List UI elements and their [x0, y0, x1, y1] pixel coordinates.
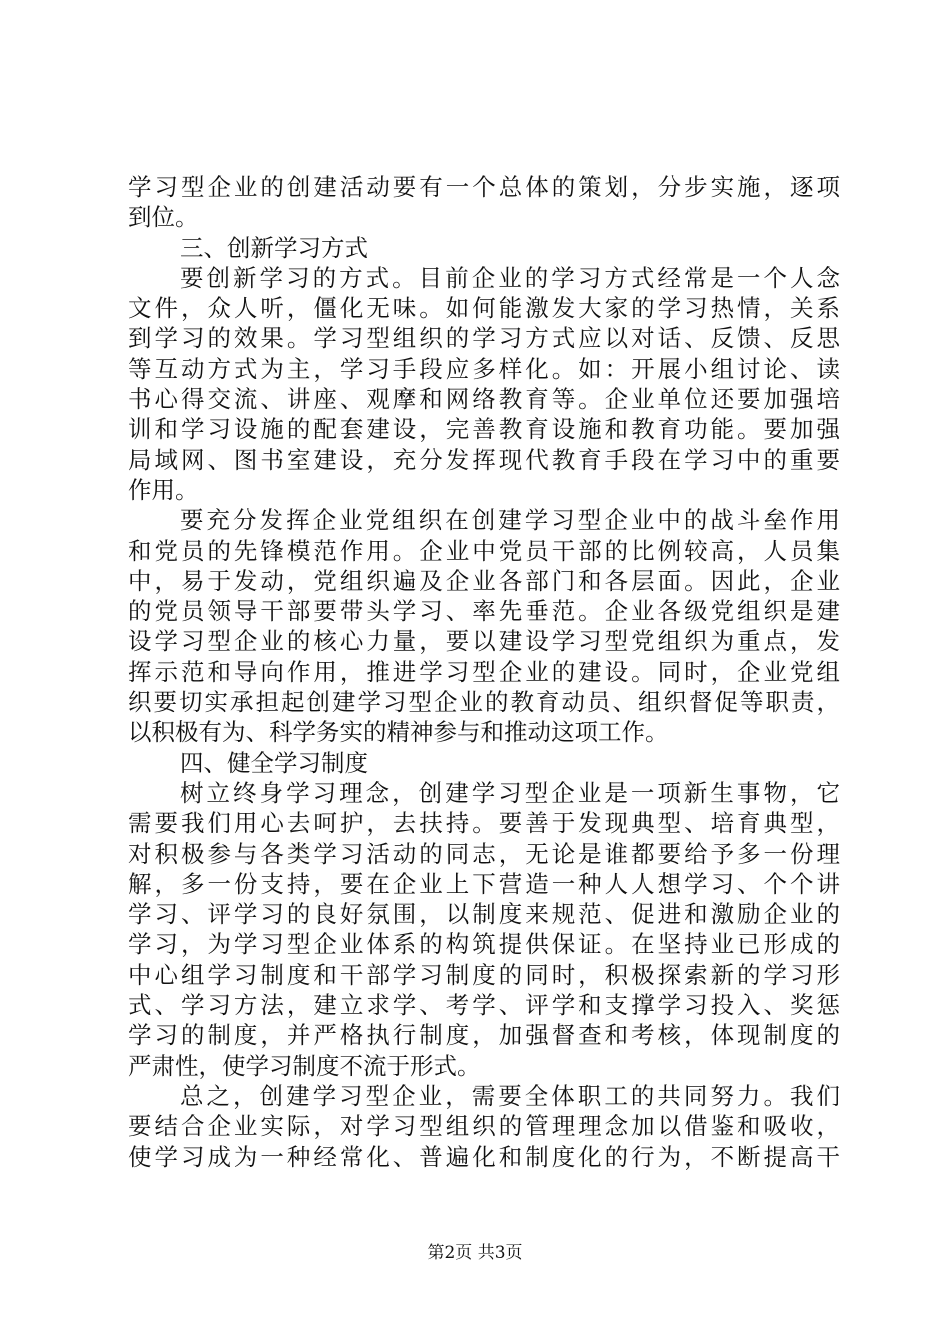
text-line: 书心得交流、讲座、观摩和网络教育等。企业单位还要加强培: [128, 385, 840, 414]
text-line: 严肃性，使学习制度不流于形式。: [128, 1051, 481, 1080]
text-line: 学习、评学习的良好氛围，以制度来规范、促进和激励企业的: [128, 900, 840, 929]
text-line: 三、创新学习方式: [180, 233, 368, 262]
text-line: 树立终身学习理念，创建学习型企业是一项新生事物，它: [180, 778, 840, 807]
text-line: 要创新学习的方式。目前企业的学习方式经常是一个人念: [180, 263, 840, 292]
text-line: 到学习的效果。学习型组织的学习方式应以对话、反馈、反思: [128, 324, 840, 353]
page-footer: 第2页 共3页: [427, 1243, 523, 1263]
text-line: 式、学习方法，建立求学、考学、评学和支撑学习投入、奖惩: [128, 991, 840, 1020]
text-line: 织要切实承担起创建学习型企业的教育动员、组织督促等职责，: [128, 688, 840, 717]
text-line: 文件，众人听，僵化无味。如何能激发大家的学习热情，关系: [128, 294, 840, 323]
document-body: [128, 172, 840, 1172]
text-line: 要充分发挥企业党组织在创建学习型企业中的战斗垒作用: [180, 506, 840, 535]
text-line: 解，多一份支持，要在企业上下营造一种人人想学习、个个讲: [128, 869, 840, 898]
text-line: 局域网、图书室建设，充分发挥现代教育手段在学习中的重要: [128, 445, 840, 474]
text-line: 要结合企业实际，对学习型组织的管理理念加以借鉴和吸收，: [128, 1112, 840, 1141]
text-line: 的党员领导干部要带头学习、率先垂范。企业各级党组织是建: [128, 597, 840, 626]
text-line: 四、健全学习制度: [180, 748, 368, 777]
text-line: 使学习成为一种经常化、普遍化和制度化的行为，不断提高干: [128, 1142, 840, 1171]
text-line: 学习型企业的创建活动要有一个总体的策划，分步实施，逐项: [128, 173, 840, 201]
text-line: 设学习型企业的核心力量，要以建设学习型党组织为重点，发: [128, 627, 840, 656]
text-line: 中心组学习制度和干部学习制度的同时，积极探索新的学习形: [128, 960, 840, 989]
text-line: 对积极参与各类学习活动的同志，无论是谁都要给予多一份理: [128, 839, 840, 868]
text-line: 到位。: [128, 203, 199, 232]
text-line: 总之，创建学习型企业，需要全体职工的共同努力。我们: [180, 1081, 840, 1110]
text-line: 挥示范和导向作用，推进学习型企业的建设。同时，企业党组: [128, 657, 840, 686]
text-line: 和党员的先锋模范作用。企业中党员干部的比例较高，人员集: [128, 536, 840, 565]
text-line: 需要我们用心去呵护，去扶持。要善于发现典型、培育典型，: [128, 809, 840, 838]
text-line: 中，易于发动，党组织遍及企业各部门和各层面。因此，企业: [128, 566, 840, 595]
text-line: 作用。: [128, 475, 199, 504]
text-line: 训和学习设施的配套建设，完善教育设施和教育功能。要加强: [128, 415, 840, 444]
text-line: 学习，为学习型企业体系的构筑提供保证。在坚持业已形成的: [128, 930, 840, 959]
text-line: 以积极有为、科学务实的精神参与和推动这项工作。: [128, 718, 669, 747]
text-line: 学习的制度，并严格执行制度，加强督查和考核，体现制度的: [128, 1021, 840, 1050]
text-line: 等互动方式为主，学习手段应多样化。如：开展小组讨论、读: [128, 354, 840, 383]
